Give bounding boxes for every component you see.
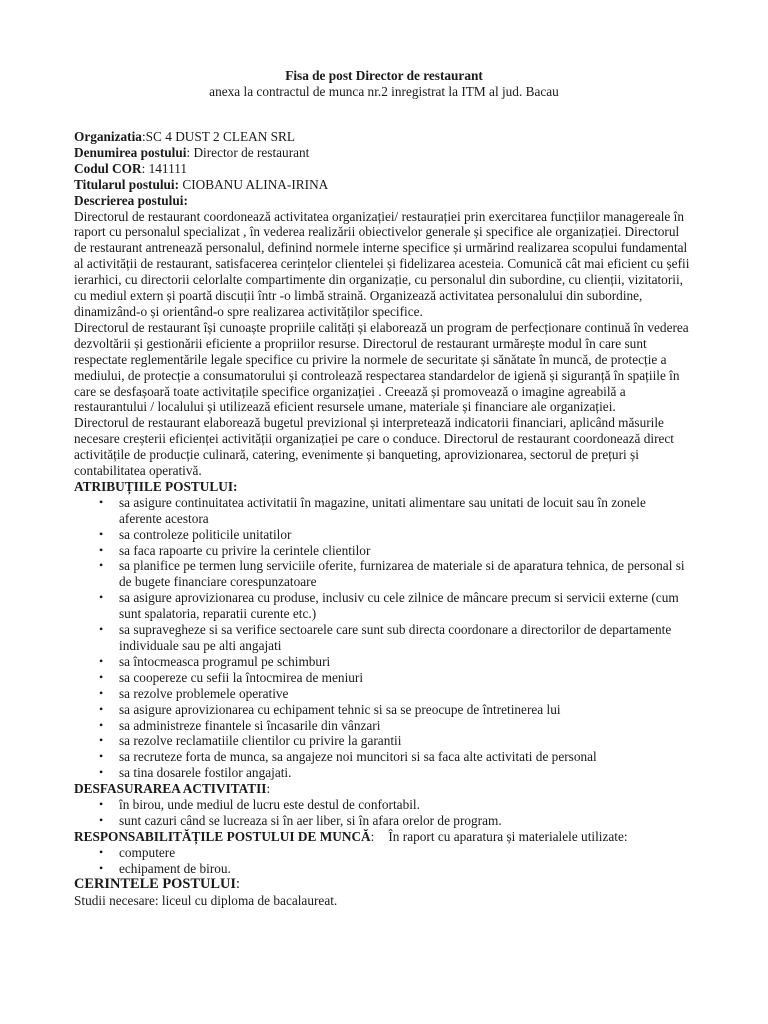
document-body xyxy=(74,129,692,908)
bullet-icon: • xyxy=(99,844,104,859)
description-paragraph-1: Directorul de restaurant coordonează activitatea organizației/ restaurației prin exercitarea funcțiilor managereale în raport cu personalul specializat , în vederea realizării obiectivelor generale și specifice ale organizației. Directorul de restaurant antrenează personalul, definind normele interne specifice și urmărind realizarea scopului fundamental al activității de restaurant, satisfacerea cerințelor clientelei și fidelizarea acesteia. Comunică cât mai eficient cu șefii ierarhici, cu directorii celorlalte compartimente din organizație, cu personalul din subordine, cu clienții, vizitatorii, cu mediul extern și poartă discuții într -o limbă straină. Organizează activitatea personalului din subordine, dinamizând-o și orientând-o spre realizarea activităților specifice. xyxy=(74,208,690,319)
bullet-icon: • xyxy=(99,749,104,764)
bullet-icon: • xyxy=(99,622,104,637)
cod-label: Codul COR xyxy=(74,160,142,176)
denumirea-row xyxy=(74,145,692,161)
bullet-icon: • xyxy=(99,717,104,732)
responsabilitati-list xyxy=(74,845,692,877)
list-item: • sa faca rapoarte cu privire la cerintele clientilor xyxy=(99,542,371,558)
responsabilitati-heading: RESPONSABILITĂȚILE POSTULUI DE MUNCĂ xyxy=(74,828,371,844)
atributii-list xyxy=(74,495,692,781)
bullet-icon: • xyxy=(99,701,104,716)
list-item: • sa asigure aprovizionarea cu echipament tehnic si sa se preocupe de întretinerea lui xyxy=(99,701,561,717)
description-paragraph-3: Directorul de restaurant elaborează bugetul previzional și interpretează indicatorii financiari, aplicând măsurile necesare creșterii eficienței activității organizației pe care o conduce. Directorul de restaurant coordonează direct activitățile de producție culinară, catering, evenimente și banqueting, aprovizionarea, sectorul de prețuri și contabilitatea operativă. xyxy=(74,415,675,479)
titularul-label: Titularul postului: xyxy=(74,176,180,192)
cod-value: : 141111 xyxy=(141,160,188,176)
organizatia-value: :SC 4 DUST 2 CLEAN SRL xyxy=(141,129,296,144)
cerinte-heading: CERINTELE POSTULUI: xyxy=(74,875,240,892)
bullet-icon: • xyxy=(99,526,104,541)
bullet-icon: • xyxy=(99,860,104,875)
bullet-icon: • xyxy=(99,542,104,557)
list-item: • sa rezolve reclamatiile clientilor cu privire la garantii xyxy=(99,733,402,749)
bullet-icon: • xyxy=(99,653,104,668)
desfasurarea-heading: DESFASURAREA ACTIVITATII: xyxy=(74,781,271,797)
responsabilitati-row: RESPONSABILITĂȚILE POSTULUI DE MUNCĂ: În raport cu aparatura și materialele utilizate: xyxy=(74,828,628,844)
cerinte-text: Studii necesare: liceul cu diploma de bacalaureat. xyxy=(74,892,338,908)
list-item: • sunt cazuri când se lucreaza si în aer liber, si în afara orelor de program. xyxy=(99,812,502,828)
responsabilitati-tail: În raport cu aparatura și materialele utilizate: xyxy=(388,828,628,844)
list-item: • sa asigure continuitatea activitatii în magazine, unitati alimentare sau unitati de locuit sau în zonele aferente acestora xyxy=(99,494,646,526)
bullet-icon: • xyxy=(99,590,104,605)
denumirea-label: Denumirea postului xyxy=(74,144,187,160)
denumirea-value: : Director de restaurant xyxy=(186,144,310,160)
organizatia-row xyxy=(74,129,692,145)
organizatia-label: Organizatia xyxy=(74,129,142,144)
list-item: • sa recruteze forta de munca, sa angajeze noi muncitori si sa faca alte activitati de personal xyxy=(99,749,597,765)
desfasurarea-list xyxy=(74,797,692,829)
list-item: • sa asigure aprovizionarea cu produse, inclusiv cu cele zilnice de mâncare precum si servicii externe (cum sunt spalatoria, reparatii curente etc.) xyxy=(99,590,679,622)
list-item: • sa tina dosarele fostilor angajati. xyxy=(99,765,292,781)
bullet-icon: • xyxy=(99,797,104,812)
list-item: • sa coopereze cu sefii la întocmirea de meniuri xyxy=(99,669,364,685)
descrierea-label: Descrierea postului: xyxy=(74,192,188,208)
atributii-heading: ATRIBUȚIILE POSTULUI: xyxy=(74,478,238,494)
description-paragraph-2: Directorul de restaurant își cunoaște propriile calități și elaborează un program de perfecționare continuă în vederea dezvoltării și gestionării eficiente a propriilor resurse. Directorul de restaurant urmărește modul în care sunt respectate reglementările legale specifice cu privire la normele de securitate și sănătate în muncă, de protecție a mediului, de protecție a consumatorului și controlează respectarea standardelor de igienă și siguranță în spațiile în care se desfașoară toate activitațile specifice organizației . Creează și promovează o imagine agreabilă a restaurantului / localului și utilizează eficient resursele umane, materiale și financiare ale organizației. xyxy=(74,319,689,415)
titularul-row xyxy=(74,177,692,193)
bullet-icon: • xyxy=(99,733,104,748)
list-item: • echipament de birou. xyxy=(99,860,231,876)
bullet-icon: • xyxy=(99,558,104,573)
document-subtitle: anexa la contractul de munca nr.2 inregistrat la ITM al jud. Bacau xyxy=(209,84,559,99)
bullet-icon: • xyxy=(99,494,104,509)
titularul-value: CIOBANU ALINA-IRINA xyxy=(179,176,329,192)
document-title: Fisa de post Director de restaurant xyxy=(285,68,483,83)
list-item: • sa administreze finantele si încasarile din vânzari xyxy=(99,717,381,733)
list-item: • sa controleze politicile unitatilor xyxy=(99,526,292,542)
list-item: • computere xyxy=(99,844,176,860)
list-item: • sa întocmeasca programul pe schimburi xyxy=(99,653,331,669)
list-item: • sa planifice pe termen lung serviciile oferite, furnizarea de materiale si de aparatura tehnica, de personal si de bugete financiare corespunzatoare xyxy=(99,558,685,590)
bullet-icon: • xyxy=(99,812,104,827)
bullet-icon: • xyxy=(99,685,104,700)
list-item: • sa supravegheze si sa verifice sectoarele care sunt sub directa coordonare a directorilor de departamente individuale sau pe alti angajati xyxy=(99,622,672,653)
bullet-icon: • xyxy=(99,765,104,780)
cod-row xyxy=(74,161,692,177)
list-item: • sa rezolve problemele operative xyxy=(99,685,289,701)
list-item: • în birou, unde mediul de lucru este destul de confortabil. xyxy=(99,797,420,813)
bullet-icon: • xyxy=(99,669,104,684)
